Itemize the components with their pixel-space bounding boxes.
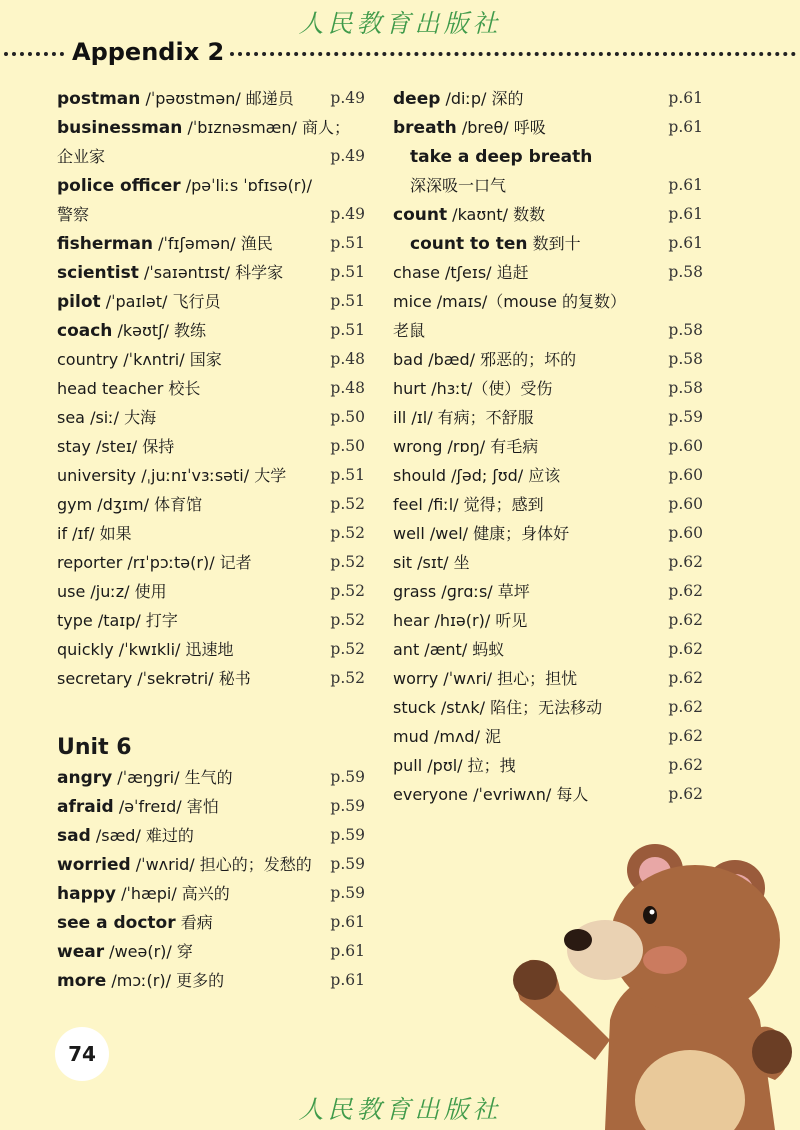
vocab-entry <box>57 229 365 258</box>
vocab-entry <box>393 606 703 635</box>
dotted-rule-left <box>4 52 64 56</box>
vocab-definition: /mɔː(r)/ 更多的 <box>106 971 225 990</box>
vocab-definition: /ˈbɪznəsmæn/ 商人； <box>182 118 350 137</box>
vocab-page-ref: p.62 <box>668 698 703 716</box>
vocab-definition: university /ˌjuːnɪˈvɜːsəti/ 大学 <box>57 466 287 485</box>
vocab-entry <box>393 229 703 258</box>
vocab-page-ref: p.58 <box>668 350 703 368</box>
vocab-entry <box>57 287 365 316</box>
vocab-definition: wrong /rɒŋ/ 有毛病 <box>393 437 539 456</box>
vocab-word: more <box>57 971 107 991</box>
vocab-page-ref: p.61 <box>330 913 365 931</box>
vocab-definition: /breθ/ 呼吸 <box>456 118 546 137</box>
vocab-definition: grass /ɡrɑːs/ 草坪 <box>393 582 530 601</box>
vocab-definition: ill /ɪl/ 有病；不舒服 <box>393 408 534 427</box>
vocab-entry <box>393 258 703 287</box>
vocab-entry <box>57 548 365 577</box>
vocab-page-ref: p.51 <box>330 292 365 310</box>
vocab-entry <box>57 345 365 374</box>
vocab-page-ref: p.61 <box>668 118 703 136</box>
vocab-entry <box>393 142 703 171</box>
vocab-entry <box>393 403 703 432</box>
vocab-list-left <box>57 84 365 693</box>
vocab-page-ref: p.52 <box>330 669 365 687</box>
vocab-word: fisherman <box>57 234 154 254</box>
vocab-definition: /kaʊnt/ 数数 <box>447 205 546 224</box>
vocab-page-ref: p.59 <box>330 855 365 873</box>
vocab-page-ref: p.62 <box>668 669 703 687</box>
left-column <box>57 84 365 995</box>
vocab-definition: feel /fiːl/ 觉得；感到 <box>393 495 544 514</box>
vocab-entry <box>57 792 365 821</box>
vocab-entry <box>393 548 703 577</box>
dotted-rule-right <box>230 52 796 56</box>
vocab-definition: hurt /hɜːt/（使）受伤 <box>393 379 553 398</box>
vocab-definition: 老鼠 <box>393 321 426 340</box>
vocab-page-ref: p.52 <box>330 495 365 513</box>
vocab-entry <box>393 461 703 490</box>
vocab-word: deep <box>393 89 441 109</box>
vocab-page-ref: p.60 <box>668 437 703 455</box>
vocab-definition: country /ˈkʌntri/ 国家 <box>57 350 222 369</box>
vocab-entry <box>57 763 365 792</box>
vocab-page-ref: p.62 <box>668 785 703 803</box>
vocab-page-ref: p.60 <box>668 524 703 542</box>
vocab-entry <box>393 519 703 548</box>
vocab-list-right <box>393 84 703 809</box>
vocab-entry <box>393 316 703 345</box>
vocab-definition: mice /maɪs/（mouse 的复数） <box>393 292 626 311</box>
vocab-page-ref: p.61 <box>330 942 365 960</box>
vocab-definition: head teacher 校长 <box>57 379 201 398</box>
vocab-definition: 数到十 <box>527 234 581 253</box>
vocab-definition: secretary /ˈsekrətri/ 秘书 <box>57 669 251 688</box>
vocab-word: businessman <box>57 118 183 138</box>
vocab-entry <box>393 84 703 113</box>
vocab-page-ref: p.48 <box>330 379 365 397</box>
vocab-entry <box>57 490 365 519</box>
vocab-page-ref: p.59 <box>330 768 365 786</box>
vocab-word: coach <box>57 321 113 341</box>
vocab-entry <box>57 635 365 664</box>
vocab-word: scientist <box>57 263 139 283</box>
vocab-entry <box>393 722 703 751</box>
vocab-word: wear <box>57 942 105 962</box>
vocab-entry <box>57 432 365 461</box>
vocab-word: breath <box>393 118 457 138</box>
vocab-page-ref: p.51 <box>330 321 365 339</box>
vocab-definition: type /taɪp/ 打字 <box>57 611 178 630</box>
vocab-page-ref: p.62 <box>668 611 703 629</box>
vocab-entry <box>393 577 703 606</box>
vocab-entry <box>57 966 365 995</box>
vocab-page-ref: p.61 <box>668 234 703 252</box>
section-header <box>0 38 800 68</box>
vocab-word: worried <box>57 855 131 875</box>
vocab-definition: /əˈfreɪd/ 害怕 <box>113 797 219 816</box>
vocab-page-ref: p.61 <box>668 176 703 194</box>
vocab-word: afraid <box>57 797 114 817</box>
vocab-page-ref: p.52 <box>330 582 365 600</box>
vocab-page-ref: p.59 <box>330 797 365 815</box>
vocab-entry <box>57 142 365 171</box>
vocab-page-ref: p.62 <box>668 640 703 658</box>
vocab-entry <box>393 374 703 403</box>
vocab-page-ref: p.52 <box>330 553 365 571</box>
vocab-definition: 看病 <box>175 913 213 932</box>
vocab-definition: sea /siː/ 大海 <box>57 408 157 427</box>
vocab-page-ref: p.51 <box>330 234 365 252</box>
publisher-logo-top: 人民教育出版社 <box>298 9 502 38</box>
vocab-entry <box>57 84 365 113</box>
vocab-definition: /ˈhæpi/ 高兴的 <box>116 884 230 903</box>
vocab-page-ref: p.52 <box>330 524 365 542</box>
vocab-entry <box>57 879 365 908</box>
vocab-entry <box>393 751 703 780</box>
vocab-definition: worry /ˈwʌri/ 担心；担忧 <box>393 669 578 688</box>
vocab-entry <box>57 316 365 345</box>
vocab-word: sad <box>57 826 91 846</box>
vocab-entry <box>57 171 365 200</box>
vocab-definition: use /juːz/ 使用 <box>57 582 167 601</box>
vocab-definition: /ˈæŋgri/ 生气的 <box>112 768 233 787</box>
vocab-definition: 企业家 <box>57 147 106 166</box>
vocab-entry <box>57 258 365 287</box>
vocab-definition: bad /bæd/ 邪恶的；坏的 <box>393 350 577 369</box>
vocab-page-ref: p.49 <box>330 205 365 223</box>
vocab-page-ref: p.61 <box>668 89 703 107</box>
vocab-entry <box>57 821 365 850</box>
vocab-definition: /ˈpaɪlət/ 飞行员 <box>100 292 221 311</box>
vocab-definition: mud /mʌd/ 泥 <box>393 727 502 746</box>
vocab-page-ref: p.61 <box>668 205 703 223</box>
vocab-entry <box>393 171 703 200</box>
vocab-entry <box>57 850 365 879</box>
vocab-definition: /ˈfɪʃəmən/ 渔民 <box>153 234 273 253</box>
vocab-entry <box>393 635 703 664</box>
vocab-entry <box>393 490 703 519</box>
vocab-page-ref: p.51 <box>330 263 365 281</box>
page-number-badge: 74 <box>55 1027 109 1081</box>
vocab-definition: chase /tʃeɪs/ 追赶 <box>393 263 529 282</box>
vocab-page-ref: p.52 <box>330 640 365 658</box>
section-title: Appendix 2 <box>72 38 225 66</box>
vocab-definition: reporter /rɪˈpɔːtə(r)/ 记者 <box>57 553 252 572</box>
vocab-definition: /ˈpəʊstmən/ 邮递员 <box>140 89 294 108</box>
vocab-entry <box>57 577 365 606</box>
vocab-definition: /weə(r)/ 穿 <box>104 942 193 961</box>
vocab-entry <box>57 403 365 432</box>
vocab-word: count to ten <box>410 234 528 254</box>
vocab-page-ref: p.50 <box>330 408 365 426</box>
vocab-definition: /sæd/ 难过的 <box>90 826 194 845</box>
vocab-entry <box>57 937 365 966</box>
vocab-page-ref: p.50 <box>330 437 365 455</box>
vocab-definition: well /wel/ 健康；身体好 <box>393 524 570 543</box>
vocab-entry <box>393 345 703 374</box>
vocab-definition: if /ɪf/ 如果 <box>57 524 132 543</box>
vocab-page-ref: p.60 <box>668 495 703 513</box>
right-column <box>393 84 703 809</box>
vocab-page-ref: p.62 <box>668 582 703 600</box>
vocab-entry <box>57 200 365 229</box>
vocab-definition: 警察 <box>57 205 90 224</box>
vocab-page-ref: p.59 <box>330 884 365 902</box>
vocab-definition: gym /dʒɪm/ 体育馆 <box>57 495 203 514</box>
bear-illustration <box>500 840 800 1130</box>
vocab-definition: /ˈsaɪəntɪst/ 科学家 <box>138 263 284 282</box>
vocab-entry <box>393 664 703 693</box>
vocab-page-ref: p.52 <box>330 611 365 629</box>
unit-heading: Unit 6 <box>57 735 132 760</box>
vocab-list-unit6 <box>57 763 365 995</box>
vocab-entry <box>57 374 365 403</box>
vocab-word: take a deep breath <box>410 147 593 167</box>
vocab-page-ref: p.62 <box>668 756 703 774</box>
vocab-definition: pull /pʊl/ 拉；拽 <box>393 756 516 775</box>
vocab-entry <box>393 200 703 229</box>
vocab-entry <box>393 780 703 809</box>
vocab-entry <box>57 664 365 693</box>
vocab-page-ref: p.49 <box>330 147 365 165</box>
publisher-logo-bottom: 人民教育出版社 <box>298 1095 502 1124</box>
vocab-entry <box>57 519 365 548</box>
vocab-definition: sit /sɪt/ 坐 <box>393 553 470 572</box>
vocab-entry <box>57 606 365 635</box>
vocab-word: count <box>393 205 448 225</box>
vocab-page-ref: p.61 <box>330 971 365 989</box>
vocab-definition: ant /ænt/ 蚂蚁 <box>393 640 505 659</box>
vocab-page-ref: p.59 <box>330 826 365 844</box>
vocab-definition: stay /steɪ/ 保持 <box>57 437 175 456</box>
vocab-page-ref: p.62 <box>668 553 703 571</box>
vocab-entry <box>57 908 365 937</box>
vocab-entry <box>393 693 703 722</box>
vocab-page-ref: p.62 <box>668 727 703 745</box>
vocab-page-ref: p.60 <box>668 466 703 484</box>
vocab-definition: 深深吸一口气 <box>410 176 507 195</box>
vocab-word: pilot <box>57 292 101 312</box>
vocab-page-ref: p.59 <box>668 408 703 426</box>
vocab-page-ref: p.51 <box>330 466 365 484</box>
vocab-word: happy <box>57 884 116 904</box>
vocab-page-ref: p.58 <box>668 263 703 281</box>
vocab-word: postman <box>57 89 141 109</box>
vocab-definition: /diːp/ 深的 <box>440 89 524 108</box>
vocab-word: see a doctor <box>57 913 176 933</box>
vocab-page-ref: p.48 <box>330 350 365 368</box>
vocab-definition: hear /hɪə(r)/ 听见 <box>393 611 528 630</box>
vocab-word: angry <box>57 768 113 788</box>
vocab-definition: /ˈwʌrid/ 担心的；发愁的 <box>130 855 312 874</box>
vocab-entry <box>57 461 365 490</box>
vocab-entry <box>393 287 703 316</box>
vocab-definition: everyone /ˈevriwʌn/ 每人 <box>393 785 589 804</box>
vocab-definition: /kəʊtʃ/ 教练 <box>112 321 207 340</box>
vocab-definition: /pəˈliːs ˈɒfɪsə(r)/ <box>180 176 313 195</box>
vocab-definition: quickly /ˈkwɪkli/ 迅速地 <box>57 640 234 659</box>
vocab-entry <box>393 432 703 461</box>
vocab-definition: stuck /stʌk/ 陷住；无法移动 <box>393 698 603 717</box>
vocab-page-ref: p.58 <box>668 321 703 339</box>
vocab-word: police officer <box>57 176 181 196</box>
vocab-entry <box>393 113 703 142</box>
vocab-entry <box>57 113 365 142</box>
vocab-definition: should /ʃəd; ʃʊd/ 应该 <box>393 466 561 485</box>
vocab-page-ref: p.58 <box>668 379 703 397</box>
vocab-page-ref: p.49 <box>330 89 365 107</box>
